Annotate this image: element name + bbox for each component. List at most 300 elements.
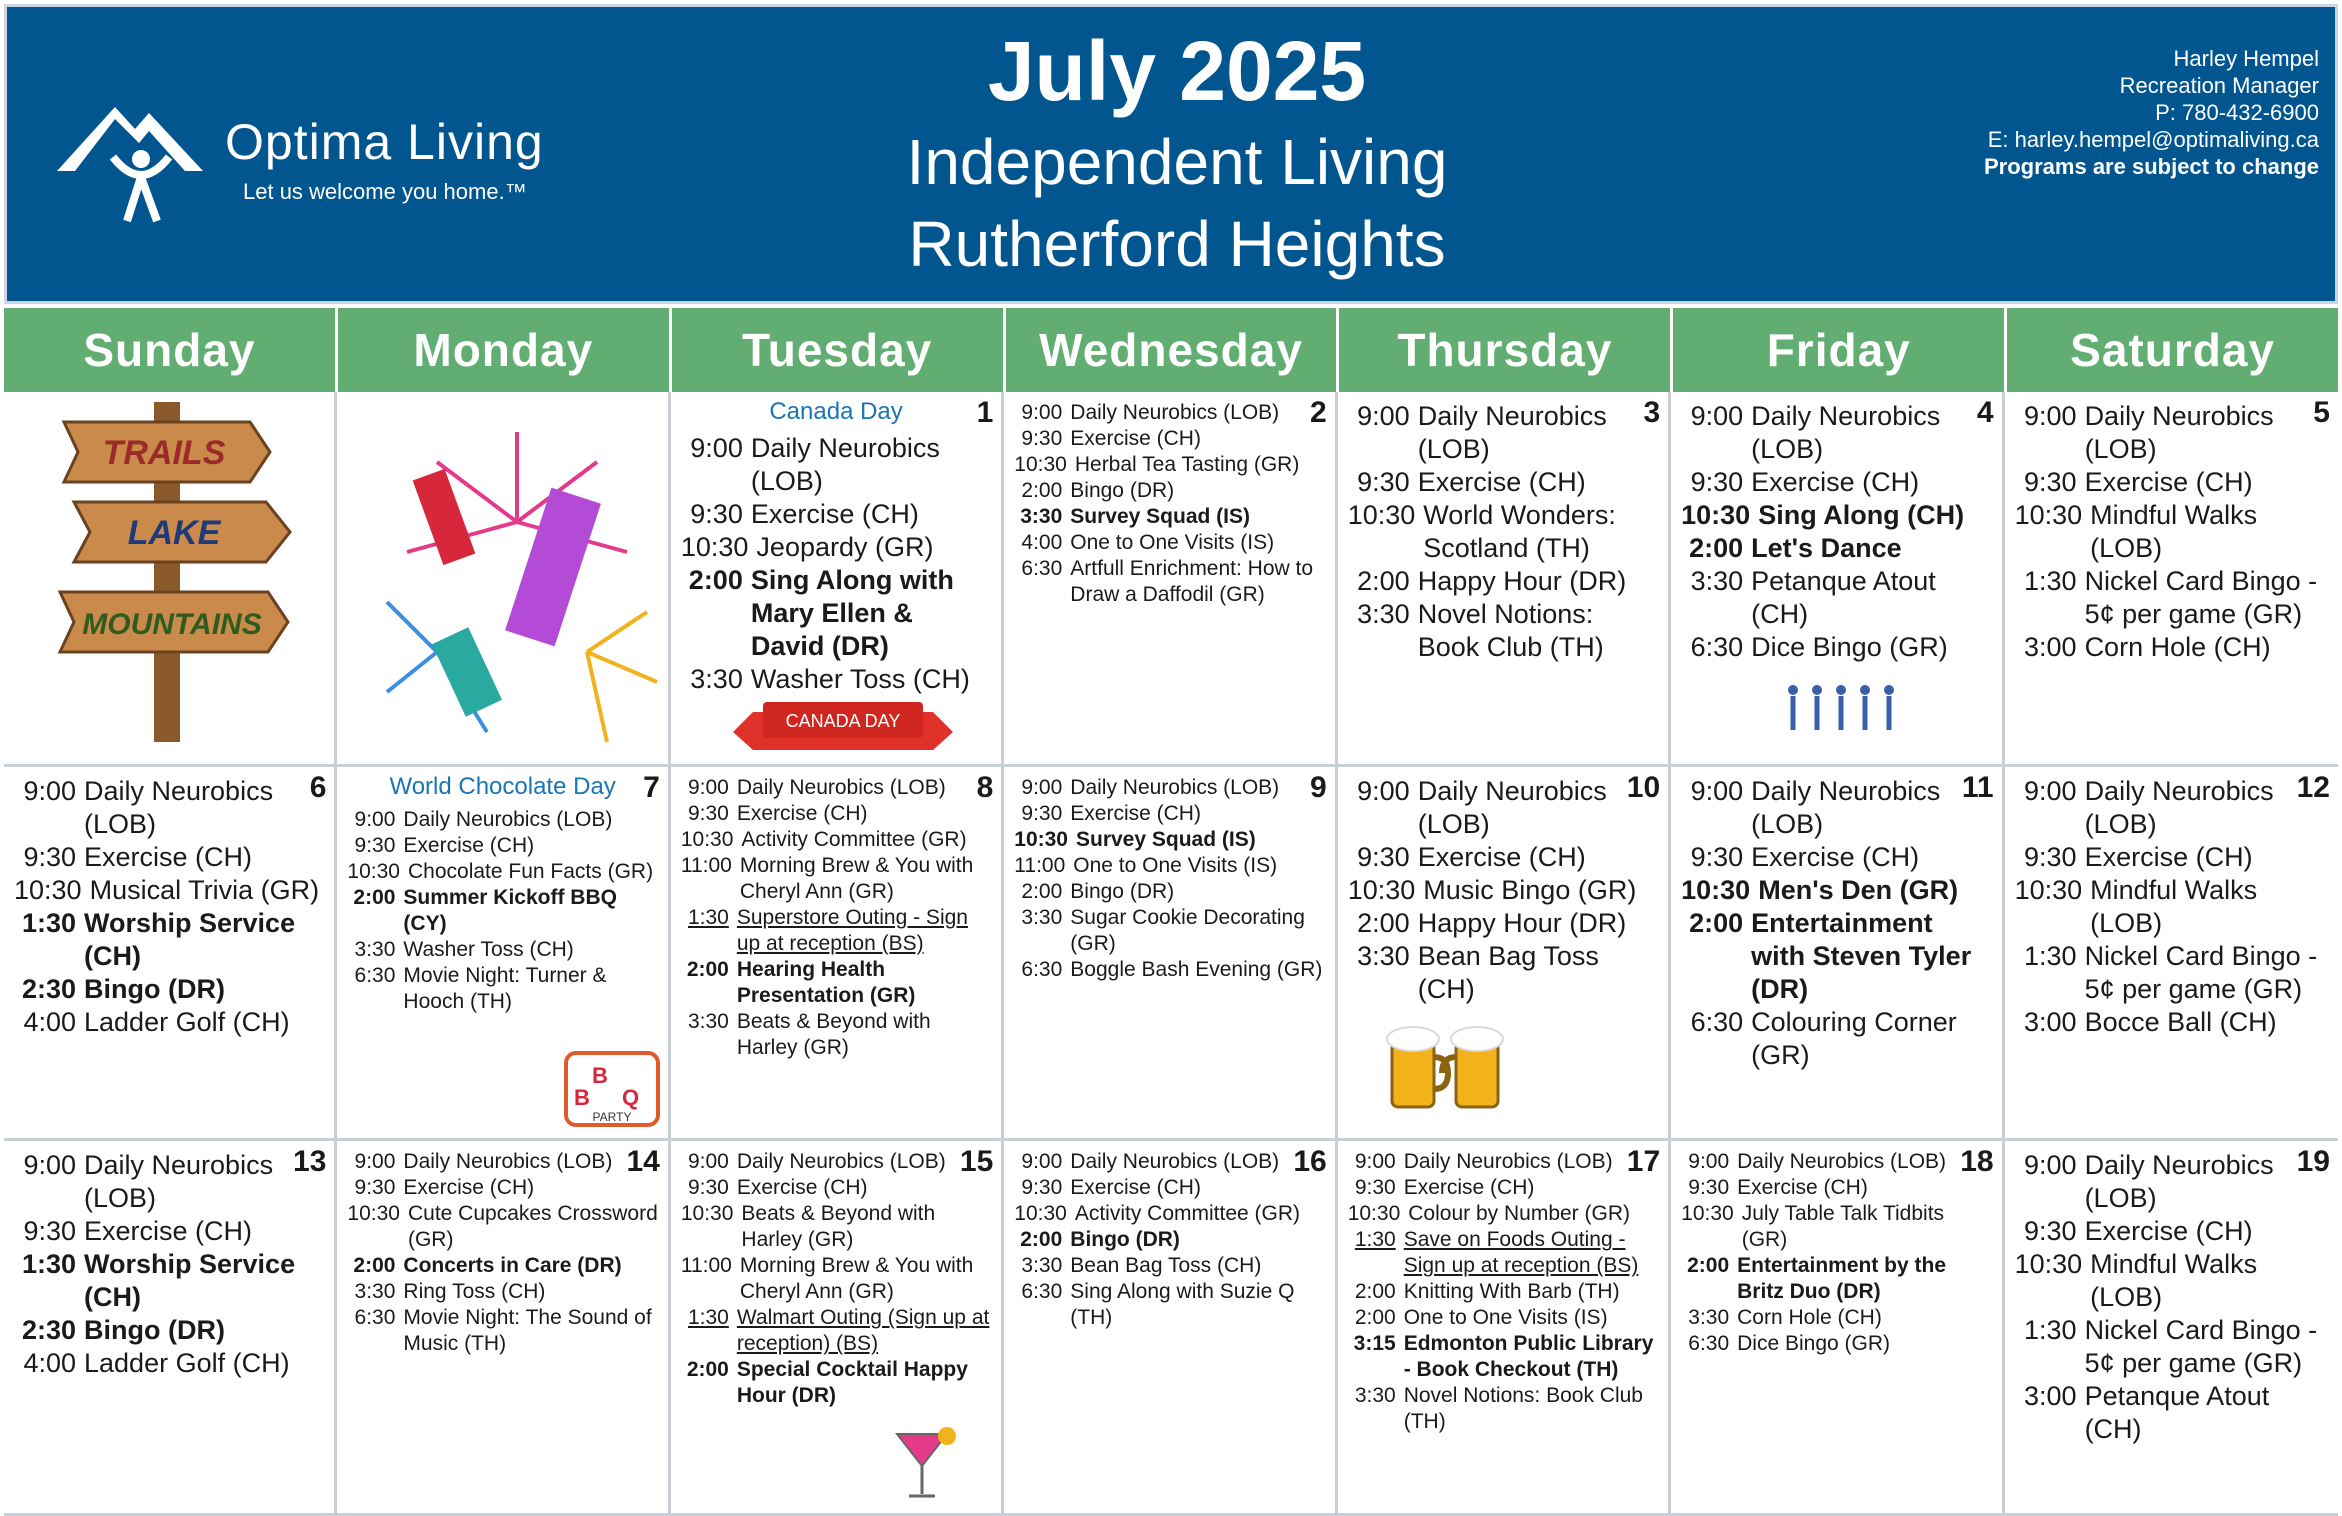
event-list: [1671, 392, 2001, 664]
event-time: 3:30: [1354, 1384, 1396, 1408]
event-title: Daily Neurobics (LOB): [1751, 775, 1941, 839]
event-title: Daily Neurobics (LOB): [1070, 775, 1280, 799]
day-number: 15: [959, 1145, 994, 1179]
day-cell: [4, 1141, 337, 1516]
day-cell: [671, 1141, 1004, 1516]
day-number: 3: [1643, 396, 1661, 429]
event-item: [1014, 801, 1324, 827]
event-title: Colour by Number (GR): [1408, 1202, 1630, 1226]
event-title: Exercise (CH): [2084, 467, 2253, 497]
event-time: 1:30: [21, 907, 76, 938]
event-title: Bean Bag Toss (CH): [1070, 1254, 1262, 1278]
event-time: 2:00: [1689, 533, 1744, 563]
event-title: Exercise (CH): [1070, 427, 1201, 450]
day-number: 17: [1626, 1145, 1661, 1179]
event-list: [4, 767, 334, 1039]
event-title: Mindful Walks (LOB): [2090, 874, 2258, 938]
event-time: 9:30: [23, 841, 76, 872]
event-time: 10:30: [1347, 500, 1416, 530]
day-cell: [1004, 767, 1337, 1142]
event-time: 2:30: [21, 1315, 76, 1346]
calendar-grid: [4, 392, 2338, 1516]
event-title: Daily Neurobics (LOB): [84, 775, 274, 839]
event-title: Worship Service (CH): [84, 907, 296, 971]
event-time: 6:30: [1690, 632, 1744, 662]
event-time: 3:00: [2024, 632, 2077, 662]
event-time: 9:30: [354, 833, 396, 857]
event-title: Daily Neurobics (LOB): [403, 1150, 613, 1174]
event-time: 9:30: [2024, 841, 2077, 872]
event-time: 2:00: [353, 1254, 396, 1278]
event-item: [681, 1357, 991, 1409]
event-item: [1348, 1305, 1658, 1331]
event-time: 9:30: [1021, 1176, 1063, 1200]
event-item: [2015, 1314, 2328, 1380]
event-item: [1014, 1253, 1324, 1279]
event-title: Daily Neurobics (LOB): [2084, 775, 2274, 839]
event-time: 11:00: [680, 1254, 732, 1278]
event-item: [1014, 1227, 1324, 1253]
sign-label: LAKE: [127, 514, 221, 552]
event-time: 9:00: [1021, 775, 1063, 799]
day-cell: [2005, 392, 2338, 767]
event-item: [681, 827, 991, 853]
event-item: [2015, 466, 2328, 499]
event-time: 10:30: [2014, 500, 2083, 530]
day-number: 19: [2296, 1145, 2330, 1179]
event-item: [2015, 775, 2328, 841]
event-time: 1:30: [1354, 1228, 1396, 1252]
event-title: Entertainment with Steven Tyler (DR): [1751, 907, 1972, 1004]
event-item: [1348, 1201, 1658, 1227]
day-cell: [1004, 1141, 1337, 1516]
event-item: [14, 1149, 324, 1215]
event-title: Walmart Outing (Sign up at reception) (BS): [736, 1306, 990, 1356]
day-number: 11: [1961, 770, 1994, 804]
event-item: [347, 963, 657, 1015]
event-item: [681, 853, 991, 905]
event-item: [1348, 565, 1658, 598]
mountain-person-logo-icon: [53, 97, 223, 227]
event-item: [1681, 907, 1991, 1006]
event-item: [1348, 499, 1658, 565]
event-item: [681, 1009, 991, 1061]
event-item: [2015, 940, 2328, 1006]
event-title: Let's Dance: [1751, 533, 1902, 563]
event-item: [1014, 1175, 1324, 1201]
event-title: Artfull Enrichment: How to Draw a Daffodil (GR): [1070, 557, 1314, 606]
event-item: [2015, 631, 2328, 664]
event-time: 10:30: [1014, 827, 1068, 851]
event-title: Daily Neurobics (LOB): [736, 775, 946, 799]
event-list: [1004, 767, 1334, 983]
event-list: [2005, 767, 2338, 1039]
event-item: [1348, 1331, 1658, 1383]
event-item: [1348, 874, 1658, 907]
brand-logo: [53, 97, 573, 227]
event-title: Nickel Card Bingo - 5¢ per game (GR): [2084, 1315, 2318, 1379]
event-title: Exercise (CH): [1417, 841, 1586, 872]
event-time: 2:00: [1354, 1306, 1396, 1330]
bbq-party-icon: [562, 1049, 662, 1134]
event-time: 10:30: [14, 874, 82, 905]
event-item: [347, 1253, 657, 1279]
contact-role: Recreation Manager: [2119, 73, 2319, 98]
event-time: 6:30: [1690, 1006, 1744, 1037]
event-title: Movie Night: Turner & Hooch (TH): [403, 963, 607, 1013]
event-time: 9:30: [2024, 1216, 2077, 1247]
program-name: Independent Living: [906, 126, 1448, 198]
contact-name: Harley Hempel: [2173, 46, 2319, 71]
event-title: One to One Visits (IS): [1403, 1306, 1608, 1330]
event-time: 9:00: [2024, 775, 2077, 806]
event-title: Worship Service (CH): [84, 1249, 296, 1313]
event-title: Sing Along with Suzie Q (TH): [1070, 1280, 1295, 1330]
cocktail-icon: [891, 1424, 961, 1509]
event-item: [1681, 1331, 1991, 1357]
day-cell: [1004, 392, 1337, 767]
event-title: Exercise (CH): [736, 801, 868, 825]
event-list: [1671, 767, 2001, 1072]
event-item: [1348, 940, 1658, 1006]
day-number: 9: [1310, 770, 1327, 804]
fireworks-icon: [367, 402, 667, 767]
day-cell: [1671, 1141, 2004, 1516]
event-title: Bingo (DR): [84, 973, 225, 1004]
event-item: [1348, 466, 1658, 499]
event-title: Daily Neurobics (LOB): [1417, 775, 1607, 839]
event-time: 9:30: [23, 1216, 76, 1247]
event-item: [1681, 532, 1991, 565]
event-time: 3:30: [1357, 940, 1410, 971]
event-title: Men's Den (GR): [1758, 874, 1959, 905]
event-item: [1681, 1175, 1991, 1201]
event-time: 9:30: [1690, 841, 1744, 872]
event-title: Washer Toss (CH): [403, 937, 574, 961]
event-item: [1014, 879, 1324, 905]
event-item: [681, 1175, 991, 1201]
day-number: 2: [1310, 396, 1327, 429]
calendar-titles: [607, 21, 1747, 285]
event-item: [1348, 1149, 1658, 1175]
event-time: 6:30: [1021, 557, 1063, 580]
special-day-label: Canada Day: [769, 398, 903, 425]
event-title: Daily Neurobics (LOB): [403, 807, 613, 831]
event-item: [681, 564, 991, 663]
weekday-tuesday: Tuesday: [672, 308, 1006, 392]
event-title: Bean Bag Toss (CH): [1417, 940, 1599, 1004]
event-item: [1681, 1201, 1991, 1253]
signpost-icon: [54, 392, 304, 757]
event-item: [1014, 775, 1324, 801]
event-item: [681, 498, 991, 531]
event-title: Daily Neurobics (LOB): [1737, 1150, 1947, 1174]
event-item: [1348, 907, 1658, 940]
event-title: Exercise (CH): [84, 1216, 253, 1247]
weekday-wednesday: Wednesday: [1006, 308, 1340, 392]
event-item: [1681, 565, 1991, 631]
event-time: 10:30: [1681, 874, 1751, 905]
event-item: [14, 1215, 324, 1248]
event-time: 9:00: [690, 433, 743, 463]
event-item: [1014, 853, 1324, 879]
location-name: Rutherford Heights: [908, 208, 1446, 280]
day-cell: [1671, 392, 2004, 767]
event-item: [1681, 1149, 1991, 1175]
day-cell: [4, 767, 337, 1142]
event-item: [1014, 827, 1324, 853]
day-cell: [2005, 1141, 2338, 1516]
event-title: Daily Neurobics (LOB): [84, 1150, 274, 1214]
event-title: Edmonton Public Library - Book Checkout (TH): [1403, 1332, 1654, 1382]
event-title: Exercise (CH): [1403, 1176, 1535, 1200]
event-list: [337, 801, 667, 1015]
event-item: [681, 775, 991, 801]
event-title: Survey Squad (IS): [1076, 827, 1256, 851]
event-item: [14, 907, 324, 973]
event-title: Boggle Bash Evening (GR): [1070, 957, 1323, 981]
event-title: Novel Notions: Book Club (TH): [1417, 599, 1604, 662]
event-title: Dice Bingo (GR): [1751, 632, 1948, 662]
event-list: [2005, 392, 2338, 664]
event-title: Daily Neurobics (LOB): [1403, 1150, 1613, 1174]
event-title: One to One Visits (IS): [1073, 853, 1278, 877]
event-item: [14, 775, 324, 841]
day-cell: [1338, 392, 1671, 767]
event-title: Exercise (CH): [1751, 841, 1920, 872]
event-title: Washer Toss (CH): [750, 664, 970, 694]
beer-mugs-icon: [1382, 1017, 1512, 1122]
event-time: 9:00: [2024, 1150, 2077, 1181]
event-time: 1:30: [687, 1306, 729, 1330]
event-item: [1014, 556, 1324, 608]
event-time: 9:00: [354, 1150, 396, 1174]
weekday-sunday: Sunday: [4, 308, 338, 392]
event-title: Exercise (CH): [84, 841, 253, 872]
event-item: [347, 1175, 657, 1201]
weekday-thursday: Thursday: [1339, 308, 1673, 392]
event-time: 9:30: [690, 499, 743, 529]
event-title: Daily Neurobics (LOB): [1070, 1150, 1280, 1174]
event-time: 9:00: [1690, 401, 1744, 431]
day-number: 14: [626, 1145, 660, 1179]
event-title: Special Cocktail Happy Hour (DR): [736, 1358, 968, 1408]
event-item: [14, 1347, 324, 1380]
event-time: 10:30: [1347, 874, 1416, 905]
event-time: 3:15: [1353, 1332, 1396, 1356]
event-time: 2:00: [1687, 1254, 1730, 1278]
event-time: 9:30: [687, 801, 729, 825]
event-time: 3:30: [1688, 1306, 1730, 1330]
event-title: Herbal Tea Tasting (GR): [1074, 453, 1300, 476]
event-time: 9:30: [687, 1176, 729, 1200]
event-time: 9:30: [1357, 841, 1410, 872]
event-title: Daily Neurobics (LOB): [750, 433, 940, 496]
event-time: 9:00: [687, 1150, 729, 1174]
event-title: Sing Along (CH): [1758, 500, 1965, 530]
event-item: [347, 807, 657, 833]
event-list: [1004, 1141, 1334, 1331]
event-title: Corn Hole (CH): [1737, 1306, 1882, 1330]
event-title: Activity Committee (GR): [741, 827, 967, 851]
event-title: Daily Neurobics (LOB): [736, 1150, 946, 1174]
event-time: 1:30: [2024, 566, 2077, 596]
day-number: 10: [1626, 770, 1661, 804]
special-day-label: World Chocolate Day: [389, 772, 616, 800]
event-list: [671, 426, 1001, 696]
event-title: Morning Brew & You with Cheryl Ann (GR): [739, 1254, 974, 1304]
event-list: [1338, 767, 1668, 1006]
event-title: Chocolate Fun Facts (GR): [407, 859, 654, 883]
event-list: [4, 1141, 334, 1380]
event-title: Corn Hole (CH): [2084, 632, 2271, 662]
event-time: 2:00: [1357, 907, 1410, 938]
event-title: Mindful Walks (LOB): [2090, 1249, 2258, 1313]
event-title: Entertainment by the Britz Duo (DR): [1737, 1254, 1947, 1304]
event-title: Exercise (CH): [1070, 1176, 1201, 1200]
day-number: 12: [2296, 770, 2330, 804]
event-item: [347, 1149, 657, 1175]
brand-tagline: Let us welcome you home.™: [243, 179, 527, 204]
event-title: Daily Neurobics (LOB): [1751, 401, 1941, 464]
day-cell: [1671, 767, 2004, 1142]
event-title: July Table Talk Tidbits (GR): [1741, 1202, 1945, 1252]
event-time: 9:30: [1021, 801, 1063, 825]
event-time: 4:00: [23, 1348, 76, 1379]
event-item: [14, 1248, 324, 1314]
event-time: 1:30: [2024, 1315, 2077, 1346]
event-time: 3:30: [1690, 566, 1744, 596]
event-time: 2:00: [1020, 1228, 1063, 1252]
event-item: [1681, 1006, 1991, 1072]
event-title: Jeopardy (GR): [756, 532, 934, 562]
day-cell: [337, 1141, 670, 1516]
bbq-party-label: PARTY: [592, 1110, 632, 1125]
event-title: Musical Trivia (GR): [89, 874, 320, 905]
event-item: [14, 1314, 324, 1347]
event-item: [1348, 775, 1658, 841]
bbq-letter: B: [573, 1085, 590, 1111]
event-item: [1348, 1227, 1658, 1279]
event-list: [337, 1141, 667, 1357]
event-item: [2015, 565, 2328, 631]
event-time: 3:30: [1021, 1254, 1063, 1278]
event-item: [2015, 841, 2328, 874]
event-item: [681, 801, 991, 827]
event-item: [347, 1279, 657, 1305]
event-item: [1014, 1279, 1324, 1331]
event-title: Exercise (CH): [2084, 841, 2253, 872]
event-title: Knitting With Barb (TH): [1403, 1280, 1620, 1304]
event-title: World Wonders: Scotland (TH): [1423, 500, 1616, 563]
event-item: [1348, 1175, 1658, 1201]
event-time: 10:30: [2014, 1249, 2083, 1280]
event-time: 10:30: [1681, 1202, 1734, 1226]
weekday-friday: Friday: [1673, 308, 2007, 392]
event-time: 9:00: [2024, 401, 2077, 431]
event-time: 9:00: [687, 775, 729, 799]
event-title: Daily Neurobics (LOB): [2084, 1150, 2274, 1214]
event-time: 2:00: [1354, 1280, 1396, 1304]
event-time: 10:30: [680, 532, 749, 562]
event-time: 9:30: [1354, 1176, 1396, 1200]
day-number: 4: [1976, 396, 1994, 429]
event-time: 3:00: [2024, 1381, 2077, 1412]
event-title: Bocce Ball (CH): [2084, 1006, 2277, 1037]
event-title: Bingo (DR): [1070, 879, 1175, 903]
event-time: 6:30: [354, 963, 396, 987]
event-title: Mindful Walks (LOB): [2090, 500, 2258, 563]
event-item: [2015, 1380, 2328, 1446]
event-time: 10:30: [680, 827, 734, 851]
event-item: [1014, 504, 1324, 530]
event-item: [681, 905, 991, 957]
event-item: [681, 432, 991, 498]
day-number: 5: [2313, 396, 2330, 429]
event-list: [2005, 1141, 2338, 1446]
day-cell: [2005, 767, 2338, 1142]
event-title: Daily Neurobics (LOB): [2084, 401, 2274, 464]
event-time: 3:30: [687, 1009, 729, 1033]
day-number: 18: [1960, 1145, 1994, 1179]
event-item: [1014, 452, 1324, 478]
event-title: Ladder Golf (CH): [84, 1006, 290, 1037]
event-item: [347, 937, 657, 963]
event-time: 1:30: [2024, 940, 2077, 971]
event-item: [1014, 400, 1324, 426]
weekday-monday: Monday: [338, 308, 672, 392]
event-time: 10:30: [1014, 1202, 1067, 1226]
event-title: Beats & Beyond with Harley (GR): [736, 1009, 931, 1059]
contact-phone: P: 780-432-6900: [2155, 100, 2319, 125]
day-cell: [337, 767, 670, 1142]
event-item: [347, 859, 657, 885]
event-title: Exercise (CH): [403, 833, 535, 857]
contact-email: E: harley.hempel@optimaliving.ca: [1987, 127, 2319, 152]
event-item: [1348, 1383, 1658, 1435]
day-number: 8: [976, 770, 994, 804]
event-title: Concerts in Care (DR): [403, 1254, 622, 1278]
event-item: [14, 841, 324, 874]
event-item: [1681, 841, 1991, 874]
event-time: 2:00: [686, 1358, 729, 1382]
event-time: 10:30: [1347, 1202, 1401, 1226]
event-list: [1004, 392, 1334, 608]
event-time: 4:00: [1021, 531, 1063, 554]
event-item: [1014, 1201, 1324, 1227]
event-time: 11:00: [1014, 853, 1066, 877]
event-title: Petanque Atout (CH): [1751, 566, 1936, 629]
event-time: 2:00: [353, 885, 396, 909]
weekday-header-row: [4, 308, 2338, 392]
brand-name: Optima Living: [225, 114, 544, 170]
event-item: [347, 1201, 657, 1253]
event-item: [681, 1149, 991, 1175]
event-time: 9:00: [1021, 401, 1063, 424]
event-time: 9:30: [2024, 467, 2077, 497]
event-title: Ring Toss (CH): [403, 1280, 546, 1304]
event-title: Superstore Outing - Sign up at reception (BS): [736, 905, 968, 955]
event-time: 3:00: [2024, 1006, 2077, 1037]
day-number: 1: [976, 396, 994, 429]
event-item: [1681, 874, 1991, 907]
event-title: Morning Brew & You with Cheryl Ann (GR): [739, 853, 974, 903]
event-item: [681, 1305, 991, 1357]
event-time: 9:30: [1021, 427, 1063, 450]
day-cell: [1338, 1141, 1671, 1516]
event-item: [1014, 1149, 1324, 1175]
event-title: Exercise (CH): [1070, 801, 1201, 825]
